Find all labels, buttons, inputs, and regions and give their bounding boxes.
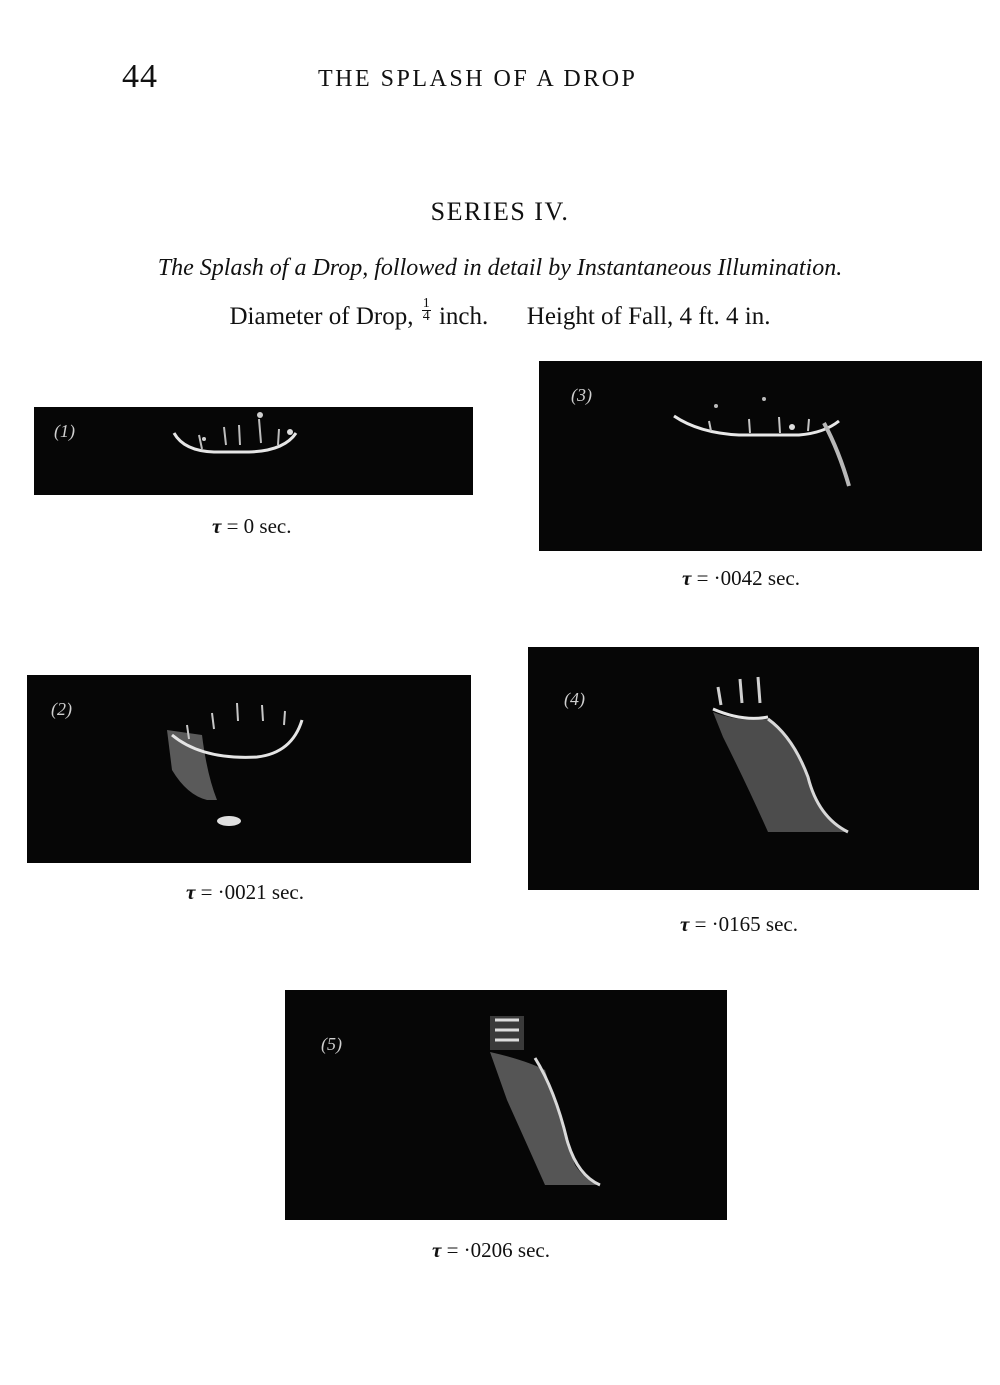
caption-4 [680,912,798,937]
caption-value-3: = ·0042 sec. [696,566,800,590]
running-head: THE SPLASH OF A DROP [318,66,638,92]
caption-value-5: = ·0206 sec. [446,1238,550,1262]
splash-photo-3 [539,361,982,551]
tau-symbol-4: τ [680,912,690,936]
plate-label-5: (5) [321,1034,342,1054]
caption-2 [186,880,304,905]
diameter-unit: inch. [438,303,489,330]
tau-symbol-2: τ [186,880,196,904]
caption-value-2: = ·0021 sec. [200,880,304,904]
page-number: 44 [122,58,158,95]
plate-label-2: (2) [51,699,72,719]
drop-specs [0,298,1000,331]
splash-photo-5 [285,990,727,1220]
caption-value-4: = ·0165 sec. [694,912,798,936]
caption-value-1: = 0 sec. [226,514,292,538]
plate-label-4: (4) [564,689,585,709]
series-title: SERIES IV. [430,197,570,226]
series-subtitle: The Splash of a Drop, followed in detail by Instantaneous Illumination. [157,255,843,281]
tau-symbol-3: τ [682,566,692,590]
caption-1 [212,514,292,539]
tau-symbol-1: τ [212,514,222,538]
plate-label-3: (3) [571,385,592,405]
fraction-numerator: 1 [422,296,430,311]
height-of-fall: Height of Fall, 4 ft. 4 in. [526,303,771,330]
diameter-fraction [422,298,431,323]
splash-photo-1 [34,407,473,495]
fraction-denominator: 4 [422,309,430,324]
plate-label-1: (1) [54,421,75,441]
caption-5 [432,1238,550,1263]
splash-photo-4 [528,647,979,890]
splash-photo-2 [27,675,471,863]
tau-symbol-5: τ [432,1238,442,1262]
diameter-label: Diameter of Drop, [229,303,414,330]
caption-3 [682,566,800,591]
